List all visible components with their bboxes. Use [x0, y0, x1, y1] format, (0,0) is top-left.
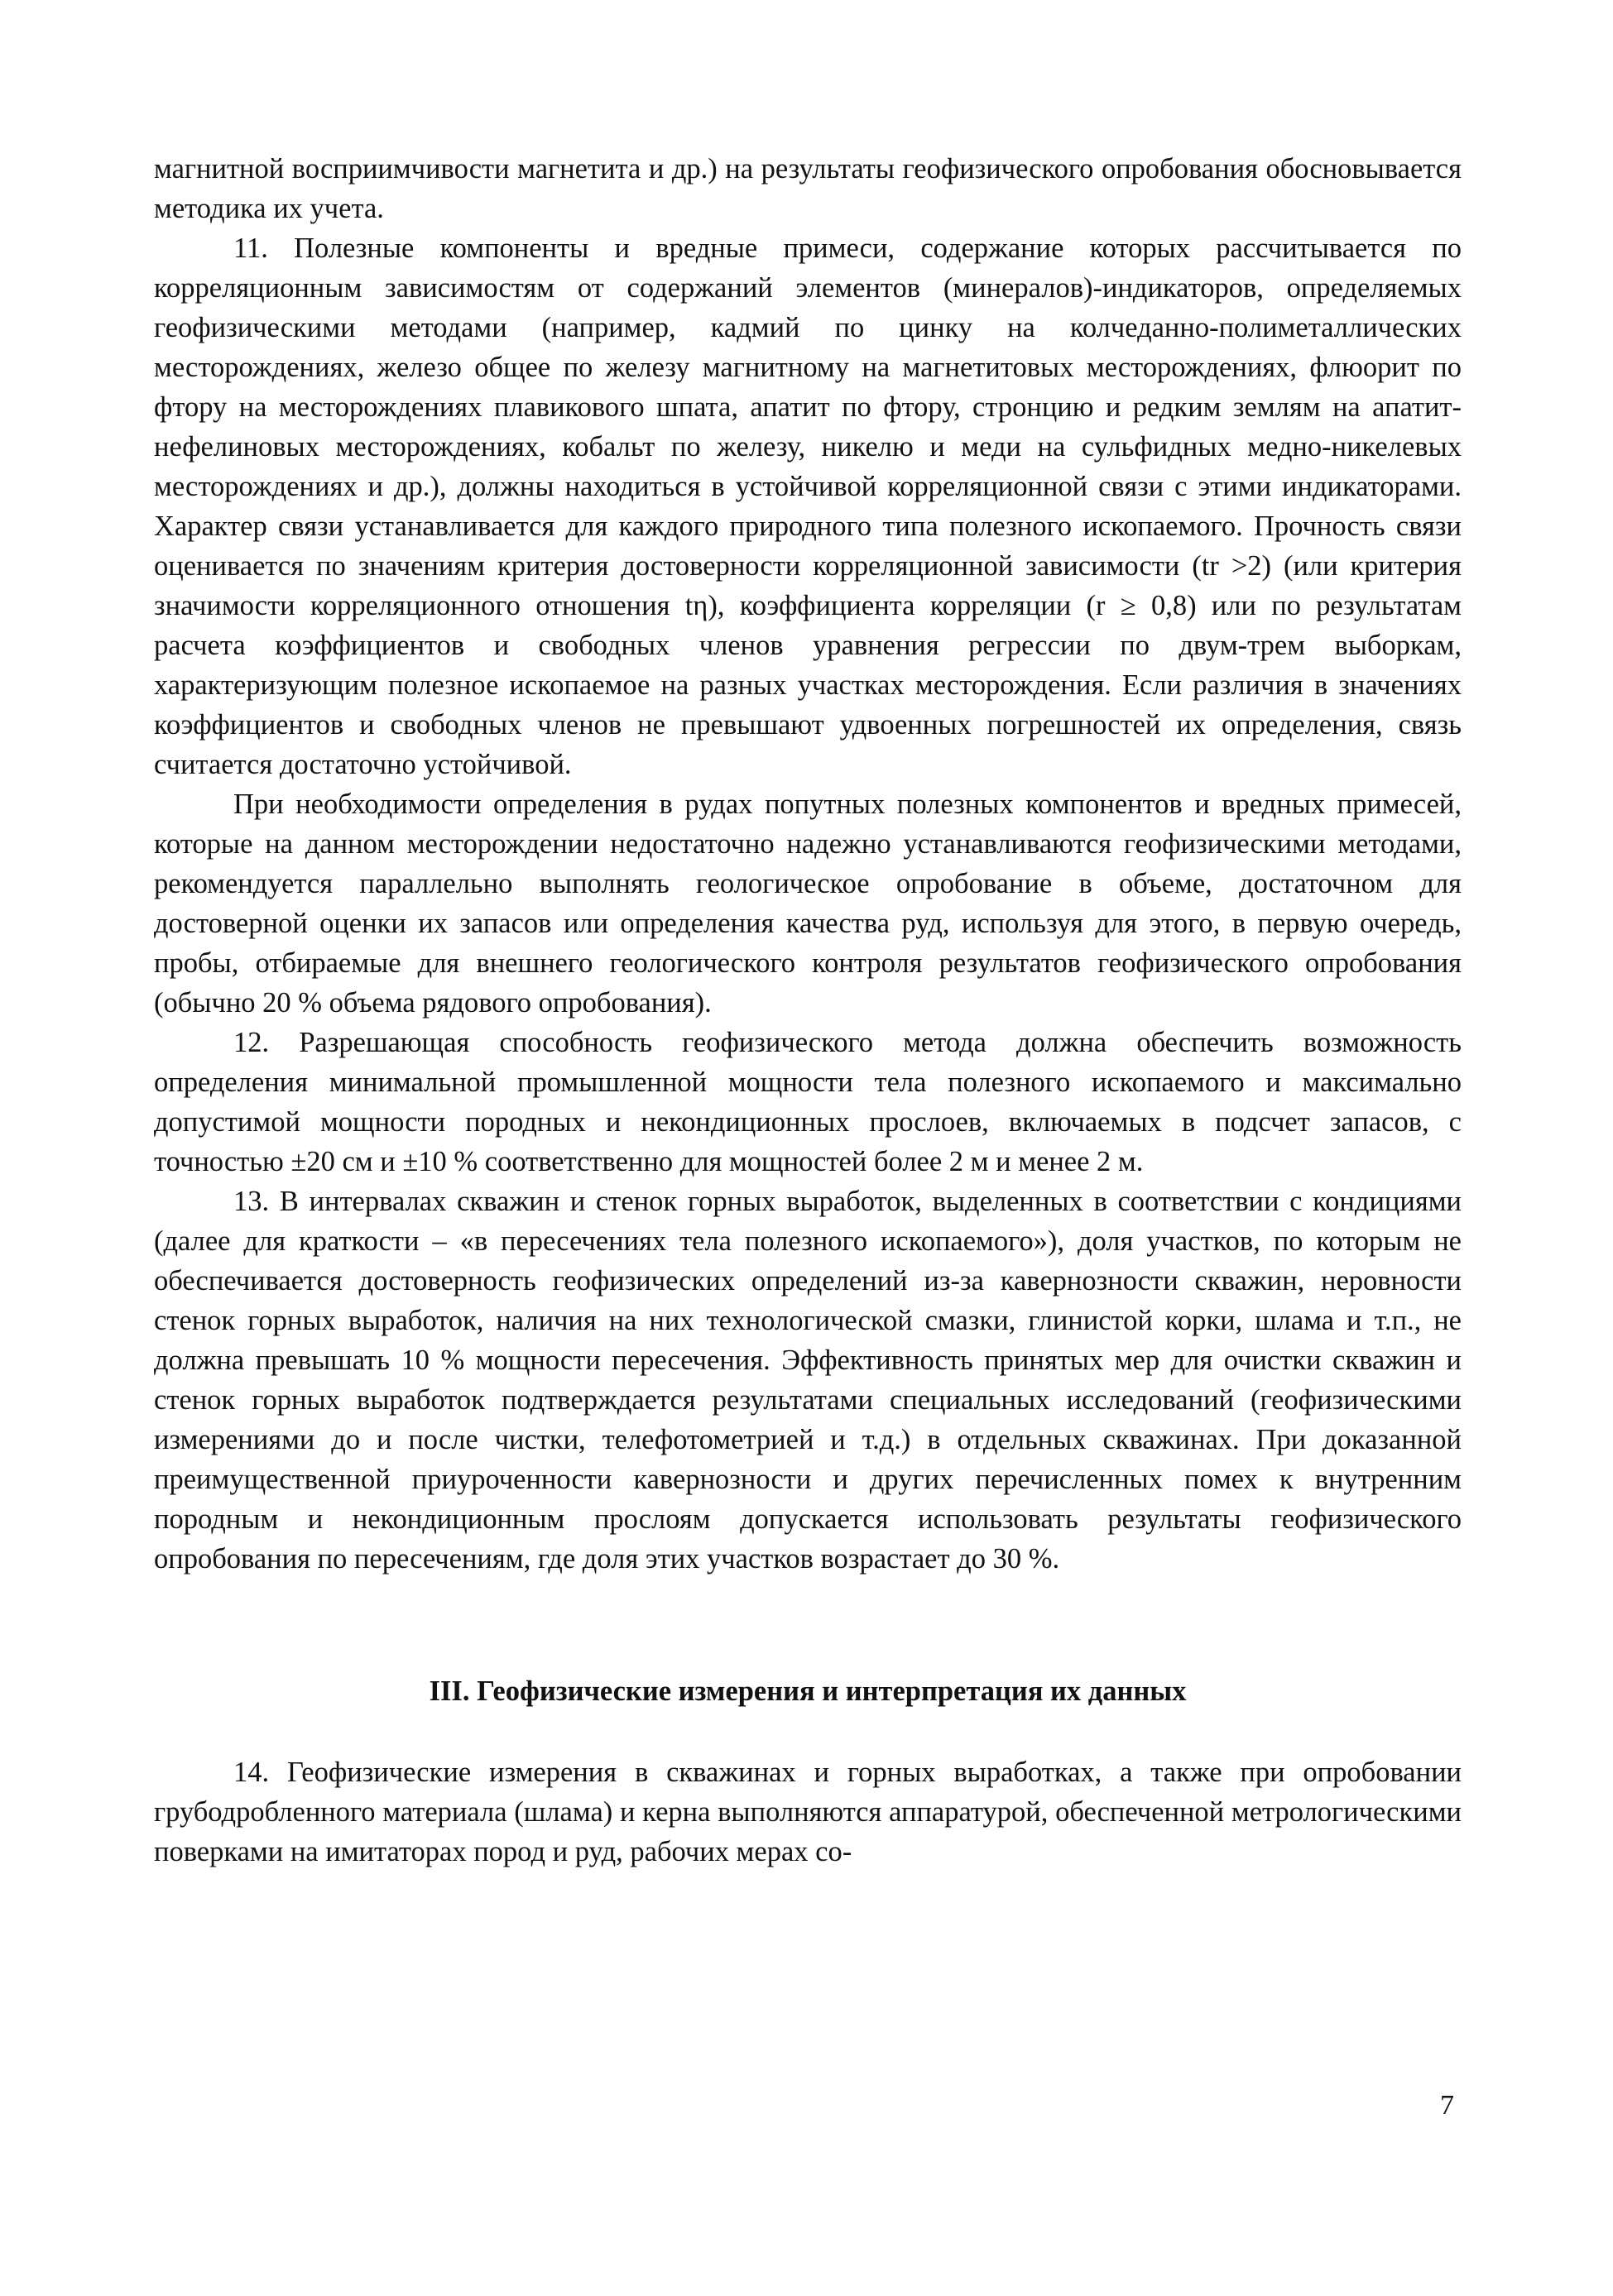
paragraph-item-13: 13. В интервалах скважин и стенок горных выработок, выделенных в соответствии с кондициями (далее для краткости – «в пересечениях тела полезного ископаемого»), доля участков, по которым не обеспечивается достоверность геофизических определений из-за кавернозности скважин, неровности стенок горных выработок, наличия на них технологической смазки, глинистой корки, шлама и т.п., не должна превышать 10 % мощности пересечения. Эффективность принятых мер для очистки скважин и стенок горных выработок подтверждается результатами специальных исследований (геофизическими измерениями до и после чистки, телефотометрией и т.д.) в отдельных скважинах. При доказанной преимущественной приуроченности кавернозности и других перечисленных помех к внутренним породным и некондиционным прослоям допускается использовать результаты геофизического опробования по пересечениям, где доля этих участков возрастает до 30 %. — [154, 1186, 1462, 1575]
section-heading: III. Геофизические измерения и интерпретация их данных — [429, 1675, 1187, 1707]
paragraph-item-12: 12. Разрешающая способность геофизического метода должна обеспечить возможность определения минимальной промышленной мощности тела полезного ископаемого и максимально допустимой мощности породных и некондиционных прослоев, включаемых в подсчет запасов, с точностью ±20 см и ±10 % соответственно для мощностей более 2 м и менее 2 м. — [154, 1027, 1462, 1177]
paragraph-item-11: 11. Полезные компоненты и вредные примеси, содержание которых рассчитывается по корреляционным зависимостям от содержаний элементов (минералов)-индикаторов, определяемых геофизическими методами (например, кадмий по цинку на колчеданно-полиметаллических месторождениях, железо общее по железу магнитному на магнетитовых месторождениях, флюорит по фтору на месторождениях плавикового шпата, апатит по фтору, стронцию и редким землям на апатит-нефелиновых месторождениях, кобальт по железу, никелю и меди на сульфидных медно-никелевых месторождениях и др.), должны находиться в устойчивой корреляционной связи с этими индикаторами. Характер связи устанавливается для каждого природного типа полезного ископаемого. Прочность связи оценивается по значениям критерия достоверности корреляционной зависимости (tr >2) (или критерия значимости корреляционного отношения tη), коэффициента корреляции (r ≥ 0,8) или по результатам расчета коэффициентов и свободных членов уравнения регрессии по двум-трем выборкам, характеризующим полезное ископаемое на разных участках месторождения. Если различия в значениях коэффициентов и свободных членов не превышают удвоенных погрешностей их определения, связь считается достаточно устойчивой. — [154, 232, 1462, 780]
paragraph-continuation: магнитной восприимчивости магнетита и др.) на результаты геофизического опробования обосновывается методика их учета. — [154, 153, 1462, 224]
paragraph-associated-components: При необходимости определения в рудах попутных полезных компонентов и вредных примесей, которые на данном месторождении недостаточно надежно устанавливаются геофизическими методами, рекомендуется параллельно выполнять геологическое опробование в объеме, достаточном для достоверной оценки их запасов или определения качества руд, используя для этого, в первую очередь, пробы, отбираемые для внешнего геологического контроля результатов геофизического опробования (обычно 20 % объема рядового опробования). — [154, 789, 1462, 1019]
paragraph-item-14: 14. Геофизические измерения в скважинах и горных выработках, а также при опробовании грубодробленного материала (шлама) и керна выполняются аппаратурой, обеспеченной метрологическими поверками на имитаторах пород и руд, рабочих мерах со- — [154, 1757, 1462, 1867]
document-page — [154, 149, 1462, 1872]
page-number: 7 — [1440, 2090, 1454, 2121]
